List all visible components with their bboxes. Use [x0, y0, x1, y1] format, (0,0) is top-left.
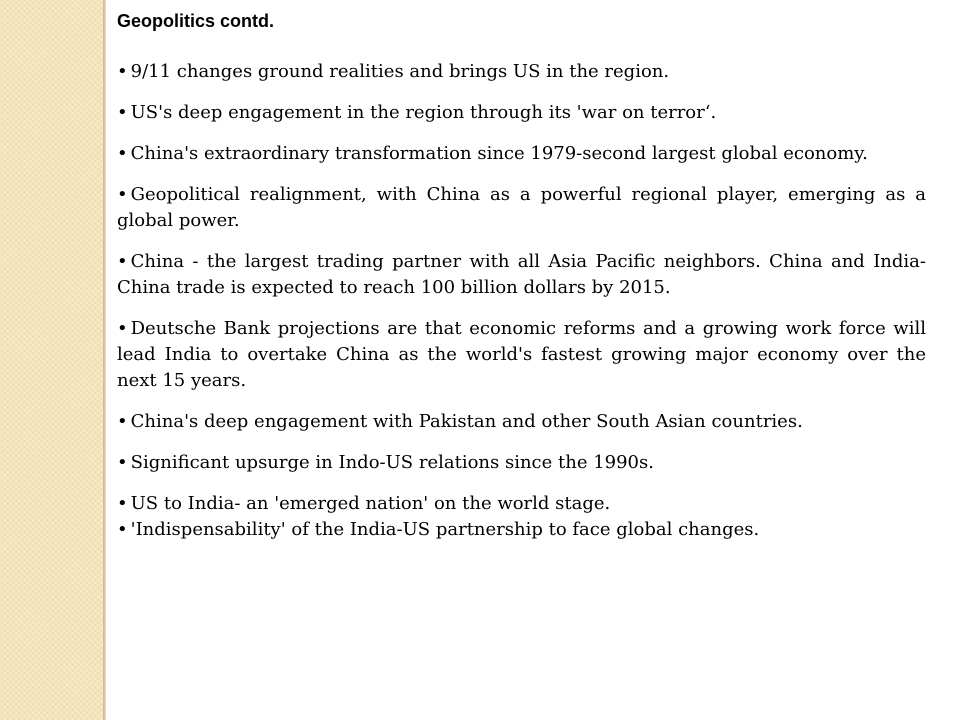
bullet-item: • Deutsche Bank projections are that economic reforms and a growing work force will lead India to overtake China as the world's fastest growing major economy over the next 15 years.: [117, 316, 926, 394]
slide-content: [117, 10, 926, 543]
bullet-item: • US's deep engagement in the region through its 'war on terror‘.: [117, 100, 926, 126]
bullet-item: • 9/11 changes ground realities and brings US in the region.: [117, 59, 926, 85]
bullet-item: • Geopolitical realignment, with China as a powerful regional player, emerging as a global power.: [117, 182, 926, 234]
bullet-item: • China - the largest trading partner with all Asia Pacific neighbors. China and India-China trade is expected to reach 100 billion dollars by 2015.: [117, 249, 926, 301]
bullet-item: • 'Indispensability' of the India-US partnership to face global changes.: [117, 517, 926, 543]
decorative-side-band: [0, 0, 103, 720]
bullet-item: • China's deep engagement with Pakistan and other South Asian countries.: [117, 409, 926, 435]
bullet-item: • Significant upsurge in Indo-US relations since the 1990s.: [117, 450, 926, 476]
bullet-item: • US to India- an 'emerged nation' on the world stage.: [117, 491, 926, 517]
bullet-item: • China's extraordinary transformation since 1979-second largest global economy.: [117, 141, 926, 167]
slide-title: Geopolitics contd.: [117, 11, 275, 31]
side-band-edge: [103, 0, 106, 720]
